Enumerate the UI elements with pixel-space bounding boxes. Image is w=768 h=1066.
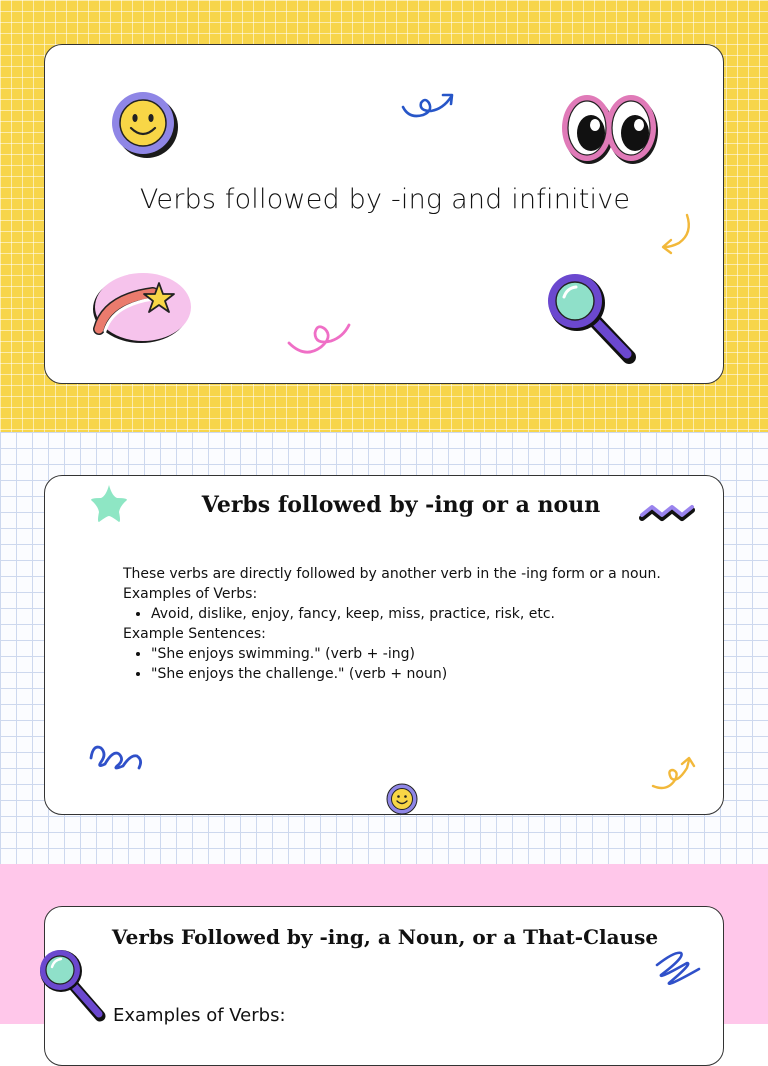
curl-icon [87,738,147,774]
slide-3-title: Verbs Followed by -ing, a Noun, or a That-Clause [111,925,659,949]
list-item: • "She enjoys the challenge." (verb + noun) [151,664,683,684]
list-item: • "She enjoys swimming." (verb + -ing) [151,644,683,664]
star-icon [87,482,131,524]
slide-2-card [44,475,724,815]
shooting-star-icon [87,269,193,349]
magnifying-glass-icon [38,948,110,1024]
slide-1-card [44,44,724,384]
sentences-heading: Example Sentences: [123,626,266,642]
magnifying-glass-icon [545,273,641,367]
curved-arrow-icon [657,211,697,257]
zigzag-icon [639,504,699,528]
curly-arrow-icon [399,89,459,125]
slide-3-card [44,906,724,1066]
scribble-icon [651,947,707,991]
examples-heading: Examples of Verbs: [123,586,258,602]
sentence-list [123,644,683,684]
slide-1-title: Verbs followed by -ing and infinitive [139,184,631,215]
verb-example-list [123,604,683,624]
slide-2-title: Verbs followed by -ing or a noun [201,492,601,518]
cartoon-eyes-icon [561,91,661,167]
smiley-face-icon [105,89,185,161]
curly-arrow-icon [649,752,697,794]
slide-3-examples-heading: Examples of Verbs: [113,1005,286,1026]
squiggle-icon [285,317,355,363]
list-item: • Avoid, dislike, enjoy, fancy, keep, miss, practice, risk, etc. [151,604,683,624]
slide-2-body [123,564,683,684]
smiley-face-icon [385,782,419,816]
intro-text: These verbs are directly followed by another verb in the -ing form or a noun. [123,566,661,582]
